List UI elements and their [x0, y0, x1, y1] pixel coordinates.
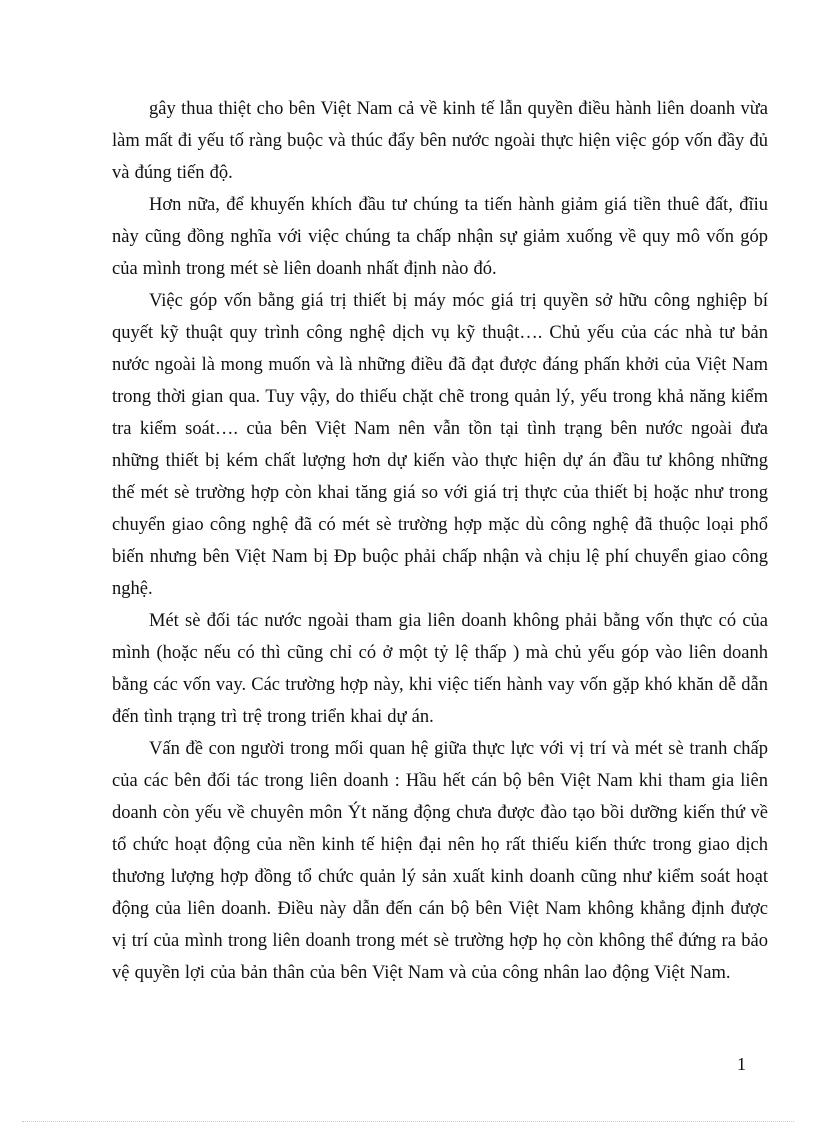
paragraph-1: gây thua thiệt cho bên Việt Nam cả về kinh tế lẫn quyền điều hành liên doanh vừa làm mất đi yếu tố ràng buộc và thúc đẩy bên nước ngoài thực hiện việc góp vốn đầy đủ và đúng tiến độ.: [112, 99, 768, 183]
page-number: 1: [737, 1054, 746, 1074]
page-bottom-divider: [22, 1121, 794, 1122]
paragraph-4: Mét sè đối tác nước ngoài tham gia liên doanh không phải bằng vốn thực có của mình (hoặc nếu có thì cũng chỉ có ở một tỷ lệ thấp ) mà chủ yếu góp vào liên doanh bằng các vốn vay. Các trường hợp này, khi việc tiến hành vay vốn gặp khó khăn dễ dẫn đến tình trạng trì trệ trong triển khai dự án.: [112, 611, 768, 727]
paragraph-2: Hơn nữa, để khuyến khích đầu tư chúng ta tiến hành giảm giá tiền thuê đất, đĩiu này cũng đồng nghĩa với việc chúng ta chấp nhận sự giảm xuống về quy mô vốn góp của mình trong mét sè liên doanh nhất định nào đó.: [112, 195, 768, 279]
document-body: [112, 93, 768, 989]
paragraph-5: Vấn đề con người trong mối quan hệ giữa thực lực với vị trí và mét sè tranh chấp của các bên đối tác trong liên doanh : Hầu hết cán bộ bên Việt Nam khi tham gia liên doanh còn yếu về chuyên môn Ýt năng động chưa được đào tạo bồi dưỡng kiến thứ về tổ chức hoạt động của nền kinh tế hiện đại nên họ rất thiếu kiến thức trong giao dịch thương lượng hợp đồng tổ chức quản lý sản xuất kinh doanh cũng như kiểm soát hoạt động của liên doanh. Điều này dẫn đến cán bộ bên Việt Nam không khẳng định được vị trí của mình trong liên doanh trong mét sè trường hợp họ còn không thể đứng ra bảo vệ quyền lợi của bản thân của bên Việt Nam và của công nhân lao động Việt Nam.: [112, 739, 768, 983]
paragraph-3: Việc góp vốn bằng giá trị thiết bị máy móc giá trị quyền sở hữu công nghiệp bí quyết kỹ thuật quy trình công nghệ dịch vụ kỹ thuật…. Chủ yếu của các nhà tư bản nước ngoài là mong muốn và là những điều đã đạt được đáng phấn khởi của Việt Nam trong thời gian qua. Tuy vậy, do thiếu chặt chẽ trong quản lý, yếu trong khả năng kiểm tra kiểm soát…. của bên Việt Nam nên vẫn tồn tại tình trạng bên nước ngoài đưa những thiết bị kém chất lượng hơn dự kiến vào thực hiện dự án đầu tư không những thế mét sè trường hợp còn khai tăng giá so với giá trị thực của thiết bị hoặc như trong chuyển giao công nghệ đã có mét sè trường hợp mặc dù công nghệ đã thuộc loại phổ biến nhưng bên Việt Nam bị Ðp buộc phải chấp nhận và chịu lệ phí chuyển giao công nghệ.: [112, 291, 768, 599]
